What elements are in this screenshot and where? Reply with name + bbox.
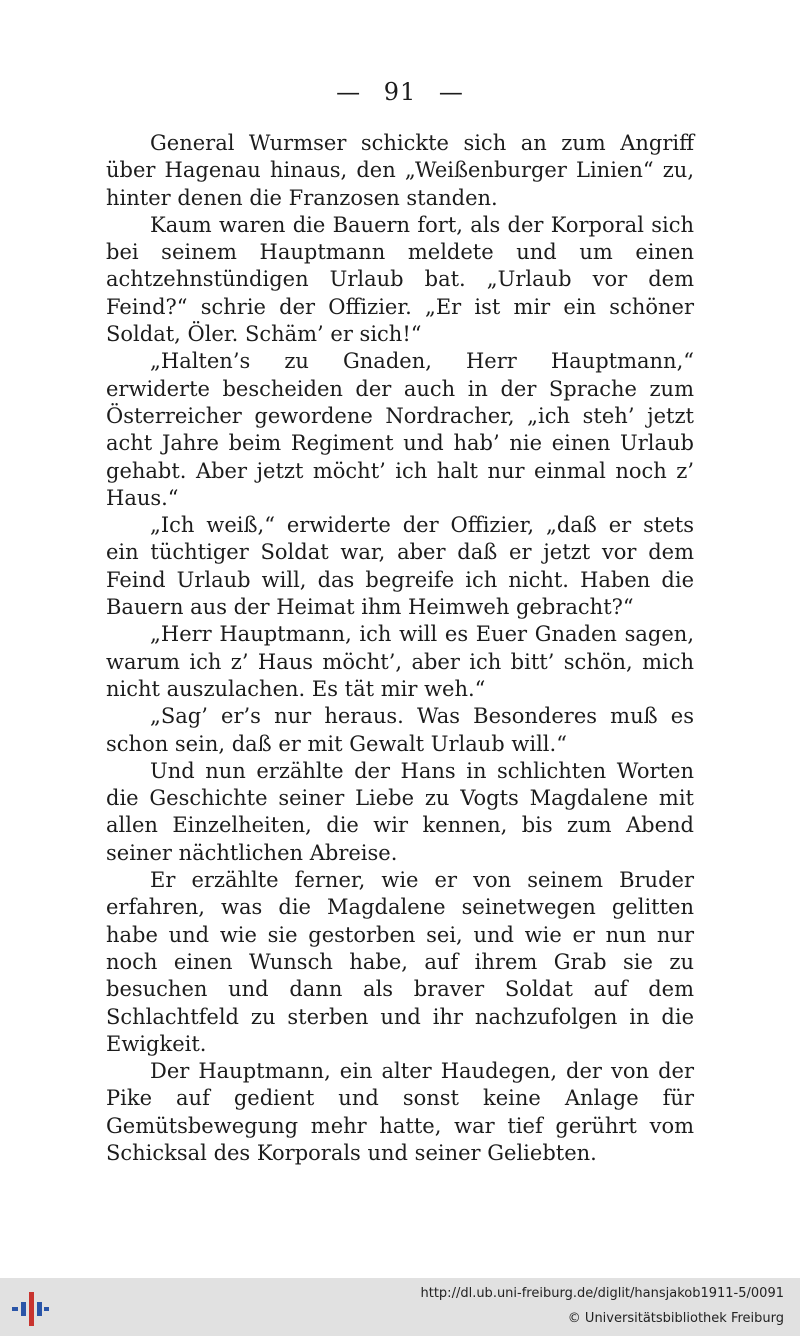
- paragraph-1: General Wurmser schickte sich an zum Angriff über Hagenau hinaus, den „Weißenburger Linien“ zu, hinter denen die Franzosen standen.: [106, 131, 694, 210]
- footer-bar: [0, 1278, 800, 1336]
- page-header: [0, 78, 800, 106]
- paragraph-8: Er erzählte ferner, wie er von seinem Bruder erfahren, was die Magdalene seinetwegen gelitten habe und wie sie gestorben sei, und wie er nun nur noch einen Wunsch habe, auf ihrem Grab sie zu besuchen und dann als braver Soldat auf dem Schlachtfeld zu sterben und ihr nachzufolgen in die Ewigkeit.: [106, 868, 694, 1056]
- paragraph-2: Kaum waren die Bauern fort, als der Korporal sich bei seinem Hauptmann meldete und um einen achtzehnstündigen Urlaub bat. „Urlaub vor dem Feind?“ schrie der Offizier. „Er ist mir ein schöner Soldat, Öler. Schäm’ er sich!“: [106, 212, 694, 347]
- paragraph-3: „Halten’s zu Gnaden, Herr Hauptmann,“ erwiderte bescheiden der auch in der Sprache zum Österreicher gewordene Nordracher, „ich steh’ jetzt acht Jahre beim Regiment und hab’ nie einen Urlaub gehabt. Aber jetzt möcht’ ich halt nur einmal noch z’ Haus.“: [106, 349, 694, 510]
- paragraph-7: Und nun erzählte der Hans in schlichten Worten die Geschichte seiner Liebe zu Vogts Magdalene mit allen Einzelheiten, die wir kennen, bis zum Abend seiner nächtlichen Abreise.: [106, 758, 694, 865]
- paragraph-9: Der Hauptmann, ein alter Haudegen, der von der Pike auf gedient und sonst keine Anlage für Gemütsbewegung mehr hatte, war tief gerührt vom Schicksal des Korporals und seiner Geliebten.: [106, 1059, 694, 1165]
- permalink-url[interactable]: http://dl.ub.uni-freiburg.de/diglit/hansjakob1911-5/0091: [420, 1286, 784, 1301]
- paragraph-5: „Herr Hauptmann, ich will es Euer Gnaden sagen, warum ich z’ Haus möcht’, aber ich bitt’ schön, mich nicht auszulachen. Es tät mir weh.“: [106, 622, 694, 701]
- header-dash-right: —: [438, 78, 464, 106]
- paragraph-4: „Ich weiß,“ erwiderte der Offizier, „daß er stets ein tüchtiger Soldat war, aber daß er jetzt vor dem Feind Urlaub will, das begreife ich nicht. Haben die Bauern aus der Heimat ihm Heimweh gebracht?“: [106, 513, 694, 620]
- text-body: [106, 130, 694, 1167]
- header-dash-left: —: [336, 78, 362, 106]
- paragraph-6: „Sag’ er’s nur heraus. Was Besonderes muß es schon sein, daß er mit Gewalt Urlaub will.“: [106, 704, 694, 756]
- page-number: 91: [383, 78, 417, 106]
- copyright-text: © Universitätsbibliothek Freiburg: [567, 1311, 784, 1326]
- ub-freiburg-logo-icon[interactable]: [10, 1288, 50, 1330]
